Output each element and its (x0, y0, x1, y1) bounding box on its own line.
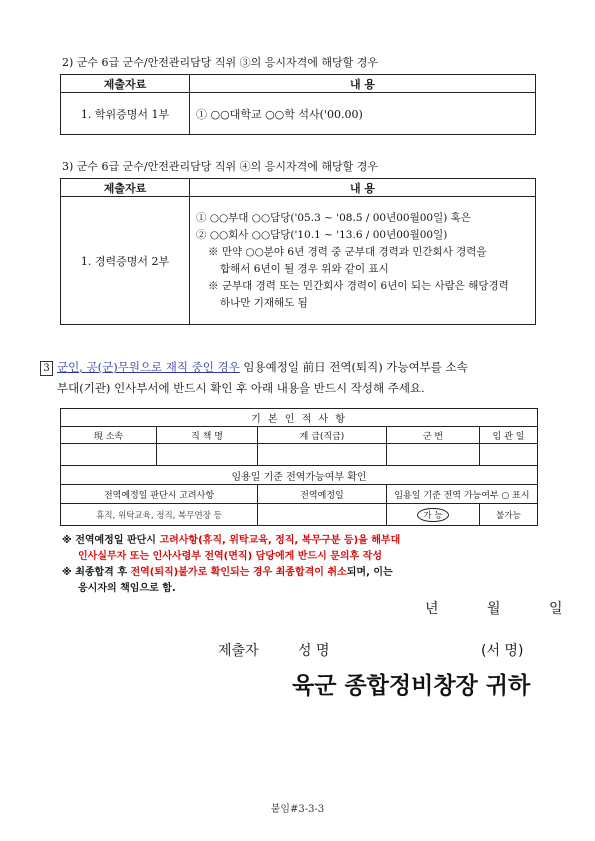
impossible-option[interactable]: 불가능 (479, 504, 537, 526)
recipient: 육군 종합정비창장 귀하 (292, 673, 531, 699)
warning2-line2: 응시자의 책임으로 함. (78, 583, 176, 594)
career-line-2: ② ○○회사 ○○담당('10.1 ~ '13.6 / 00년00월00일) (196, 228, 448, 241)
rank-field[interactable] (258, 444, 387, 466)
service-number-field[interactable] (386, 444, 479, 466)
section2-row-right: ① ○○대학교 ○○학 석사('00.00) (190, 93, 536, 135)
career-note-2-cont: 하나만 기재해도 됨 (220, 296, 308, 309)
col-service-number: 군 번 (386, 427, 479, 444)
commission-date-field[interactable] (479, 444, 537, 466)
position-field[interactable] (157, 444, 258, 466)
notice-number: 3 (40, 361, 53, 376)
warning2-red: 전역(퇴직)불가로 확인되는 경우 최종합격이 취소 (130, 567, 347, 578)
notice (40, 357, 560, 399)
warnings (62, 533, 542, 597)
page-footer: 붙임#3-3-3 (270, 804, 325, 815)
warning1-prefix: ※ 전역예정일 판단시 (62, 535, 160, 546)
month-label: 월 (486, 601, 501, 617)
col-consideration: 전역예정일 판단시 고려사항 (61, 485, 258, 504)
submitter-name-label: 성 명 (298, 643, 330, 659)
notice-line1: 임용예정일 前日 전역(퇴직) 가능여부를 소속 (239, 360, 468, 374)
section3-row-right (190, 197, 536, 325)
section3-head-left: 제출자료 (61, 179, 190, 197)
section3-row-left: 1. 경력증명서 2부 (61, 197, 190, 325)
submitter-label: 제출자 (218, 643, 259, 659)
consideration-value: 휴직, 위탁교육, 정직, 복무연장 등 (61, 504, 258, 526)
notice-line2: 부대(기관) 인사부서에 반드시 확인 후 아래 내용을 반드시 작성해 주세요. (57, 381, 425, 395)
warning1-red: 고려사항(휴직, 위탁교육, 정직, 복무구분 등)을 해부대 (159, 535, 401, 546)
section3-table (60, 178, 536, 325)
col-position: 직 책 명 (157, 427, 258, 444)
career-line-1: ① ○○부대 ○○담당('05.3 ~ '08.5 / 00년00월00일) 혹은 (196, 211, 471, 224)
career-note-1: ※ 만약 ○○분야 6년 경력 중 군부대 경력과 민간회사 경력을 (208, 245, 487, 258)
col-commission-date: 임 관 일 (479, 427, 537, 444)
warning2-suffix: 되며, 이는 (346, 567, 393, 578)
signature-label: (서 명) (481, 643, 524, 659)
col-unit: 現 소속 (61, 427, 157, 444)
col-possibility: 임용일 기준 전역 가능여부 ○ 표시 (386, 485, 537, 504)
career-note-2: ※ 군부대 경력 또는 민간회사 경력이 6년이 되는 사람은 해당경력 (208, 279, 509, 292)
notice-highlight: 군인, 공(군)무원으로 재직 중인 경우 (57, 360, 240, 374)
possible-label: 가 능 (417, 508, 448, 522)
year-label: 년 (425, 601, 439, 617)
section2-head-left: 제출자료 (61, 75, 190, 93)
day-label: 일 (548, 601, 563, 617)
possible-option[interactable] (386, 504, 479, 526)
discharge-date-field[interactable] (258, 504, 387, 526)
warning1-line2: 인사실무자 또는 인사사령부 전역(면직) 담당에게 반드시 문의후 작성 (78, 551, 382, 562)
section2-title: 2) 군수 6급 군수/안전관리담당 직위 ③의 응시자격에 해당할 경우 (62, 56, 378, 69)
unit-field[interactable] (61, 444, 157, 466)
section2-table (60, 74, 536, 135)
section3-title: 3) 군수 6급 군수/안전관리담당 직위 ④의 응시자격에 해당할 경우 (62, 160, 378, 173)
warning2-prefix: ※ 최종합격 후 (62, 567, 131, 578)
section2-row-left: 1. 학위증명서 1부 (61, 93, 190, 135)
career-note-1-cont: 합해서 6년이 될 경우 위와 같이 표시 (220, 262, 389, 275)
col-rank: 계 급(직급) (258, 427, 387, 444)
personal-info-table (60, 408, 538, 526)
availability-title: 임용일 기준 전역가능여부 확인 (61, 466, 538, 485)
col-discharge-date: 전역예정일 (258, 485, 387, 504)
basic-info-title: 기 본 인 적 사 항 (61, 409, 538, 427)
date-line (425, 598, 563, 618)
section2-head-right: 내 용 (190, 75, 536, 93)
section3-head-right: 내 용 (190, 179, 536, 197)
